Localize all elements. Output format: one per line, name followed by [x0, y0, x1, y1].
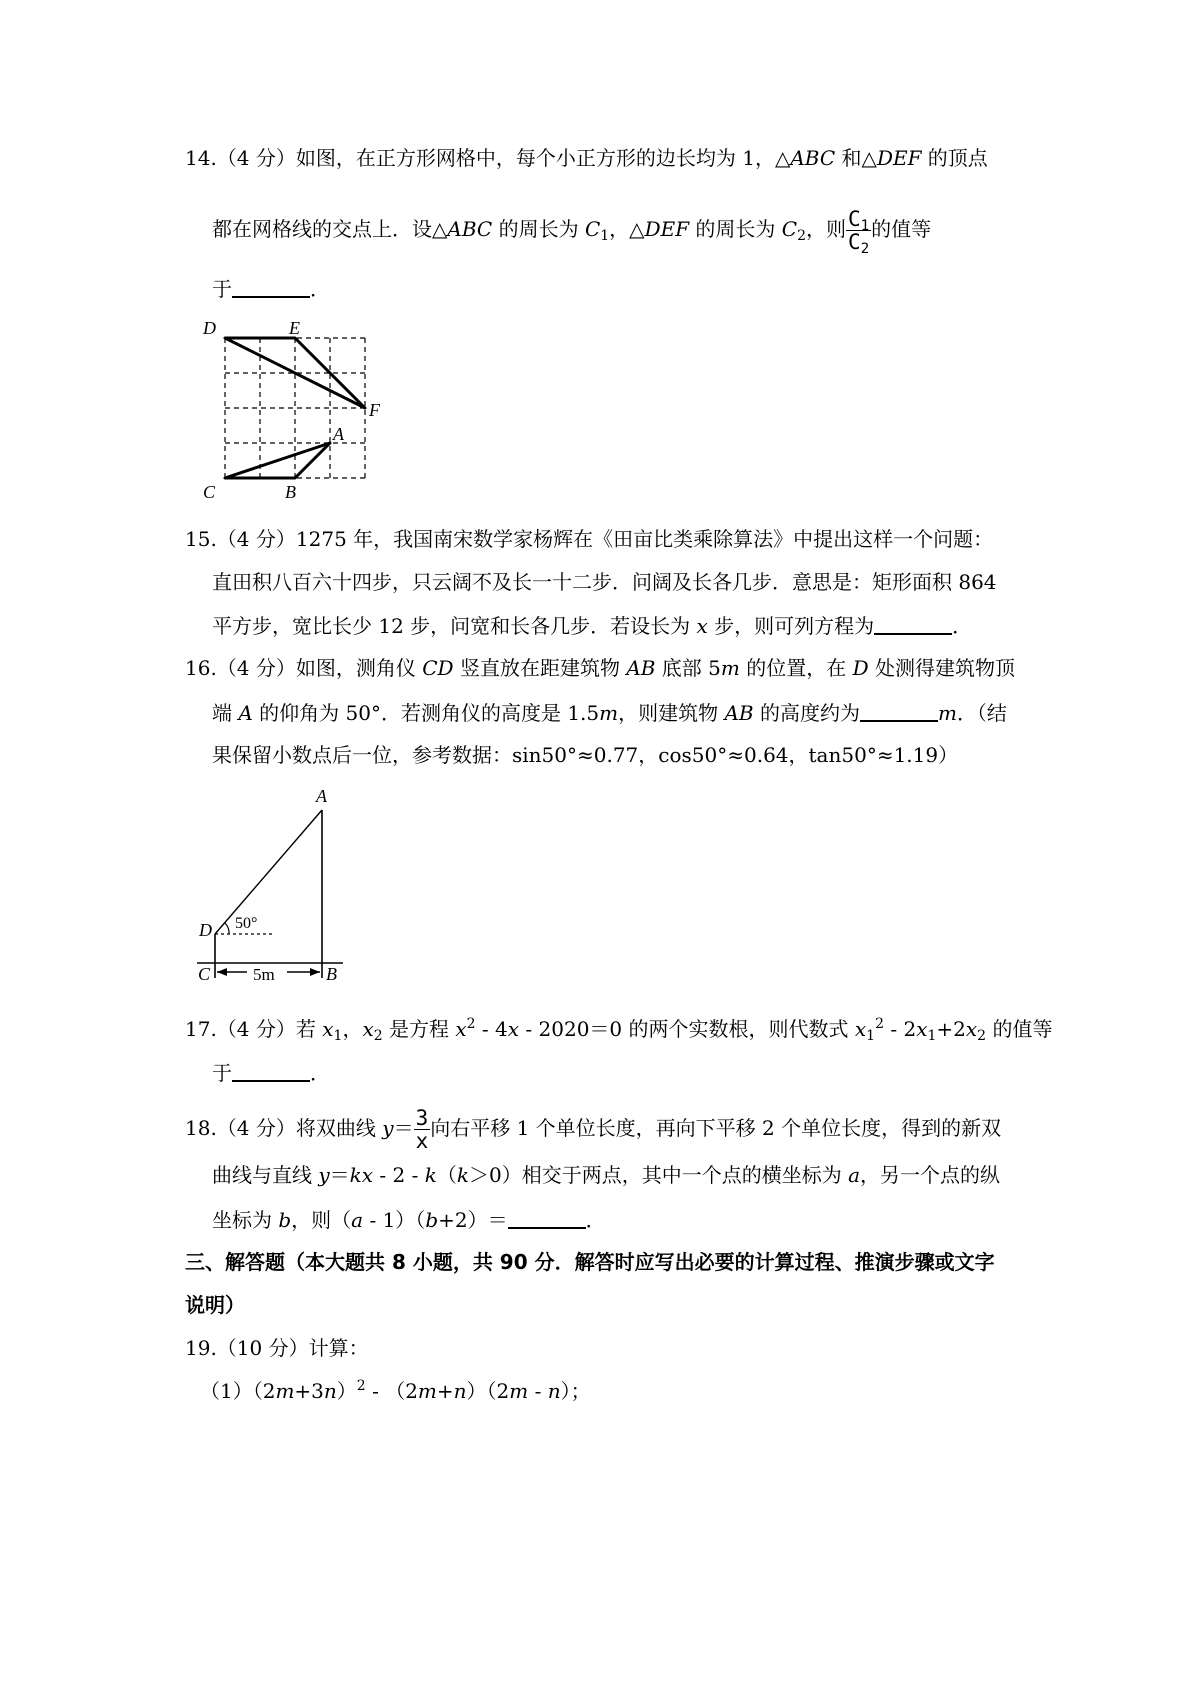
- q19-number: 19.（10 分）: [185, 1336, 309, 1360]
- q16-number: 16.（4 分）: [185, 656, 296, 680]
- q18-line2: 曲线与直线 y＝kx - 2 - k（k＞0）相交于两点，其中一个点的横坐标为 a，另一个点的纵: [212, 1163, 1001, 1187]
- q16-line3: 果保留小数点后一位，参考数据：sin50°≈0.77，cos50°≈0.64，tan50°≈1.19）: [212, 743, 959, 767]
- q14-grid-figure: [195, 318, 395, 508]
- label-a: A: [333, 424, 344, 444]
- q15-line3: 平方步，宽比长少 12 步，问宽和长各几步．若设长为 x 步，则可列方程为 ．: [212, 614, 973, 638]
- label-b: B: [285, 482, 296, 502]
- q18-line1: 18.（4 分）将双曲线 y＝ $\frac{3}{x}$ 向右平移 1 个单位长度，再向下平移 2 个单位长度，得到的新双: [185, 1106, 1002, 1154]
- answer-blank: [232, 278, 310, 298]
- distance-label: 5m: [253, 965, 275, 984]
- q15-number: 15.（4 分）: [185, 527, 296, 551]
- three-over-x-fraction: $\frac{3}{x}$: [415, 1106, 429, 1154]
- q15-line1: 15.（4 分）1275 年，我国南宋数学家杨辉在《田亩比类乘除算法》中提出这样一个问题：: [185, 527, 994, 551]
- section-heading: 三、解答题（本大题共 8 小题，共 90 分．解答时应写出必要的计算过程、推演步骤或文字: [185, 1250, 995, 1274]
- q17-line2: 于 ．: [212, 1061, 330, 1085]
- q14-line1: 14.（4 分）如图，在正方形网格中，每个小正方形的边长均为 1，△ABC 和△DEF 的顶点: [185, 146, 988, 170]
- label-f: F: [369, 400, 380, 420]
- q19-part1: $(1)(2m+3n)^2 - (2m+n)(2m - n)$；: [200, 1378, 591, 1403]
- q19-line1: 19.（10 分）计算：: [185, 1336, 369, 1360]
- label-c: C: [198, 964, 211, 984]
- answer-blank: [508, 1209, 586, 1229]
- section-heading-cont: 说明）: [185, 1293, 245, 1317]
- q14-line2: 都在网格线的交点上．设△ABC 的周长为 $C_1$，△DEF 的周长为 $C_2$，则 $\frac{C_1}{C_2}$ 的值等: [212, 207, 932, 258]
- q17-number: 17.（4 分）: [185, 1017, 296, 1041]
- answer-blank: [232, 1062, 310, 1082]
- label-b: B: [326, 964, 337, 984]
- q18-line3: 坐标为 b，则（a - 1）（b+2）＝ ．: [212, 1208, 606, 1232]
- q16-line1: 16.（4 分）如图，测角仪 CD 竖直放在距建筑物 AB 底部 5m 的位置，在 D 处测得建筑物顶: [185, 656, 1015, 680]
- q17-line1: 17.（4 分）若 $x_1$，$x_2$ 是方程 $x^2 - 4x - 2020=0$ 的两个实数根，则代数式 $x_1^2 - 2x_1+2x_2$ 的值等: [185, 1016, 1053, 1044]
- answer-blank: [874, 615, 952, 635]
- label-c: C: [203, 482, 216, 502]
- label-d: D: [203, 318, 216, 338]
- c1-over-c2-fraction: $\frac{C_1}{C_2}$: [848, 207, 870, 258]
- q16-line2: 端 A 的仰角为 50°．若测角仪的高度是 1.5m，则建筑物 AB 的高度约为 m．（结: [212, 701, 1007, 725]
- label-d: D: [199, 920, 212, 940]
- label-a: A: [316, 786, 327, 806]
- triangle-abc: [225, 443, 330, 478]
- q15-line2: 直田积八百六十四步，只云阔不及长一十二步．问阔及长各几步．意思是：矩形面积 864: [212, 570, 997, 594]
- q14-number: 14.（4 分）: [185, 146, 296, 170]
- angle-label: 50°: [235, 915, 258, 932]
- answer-blank: [860, 702, 938, 722]
- q16-angle-figure: [195, 782, 355, 994]
- q14-line3: 于 ．: [212, 277, 330, 301]
- label-e: E: [289, 318, 300, 338]
- q18-number: 18.（4 分）: [185, 1116, 296, 1141]
